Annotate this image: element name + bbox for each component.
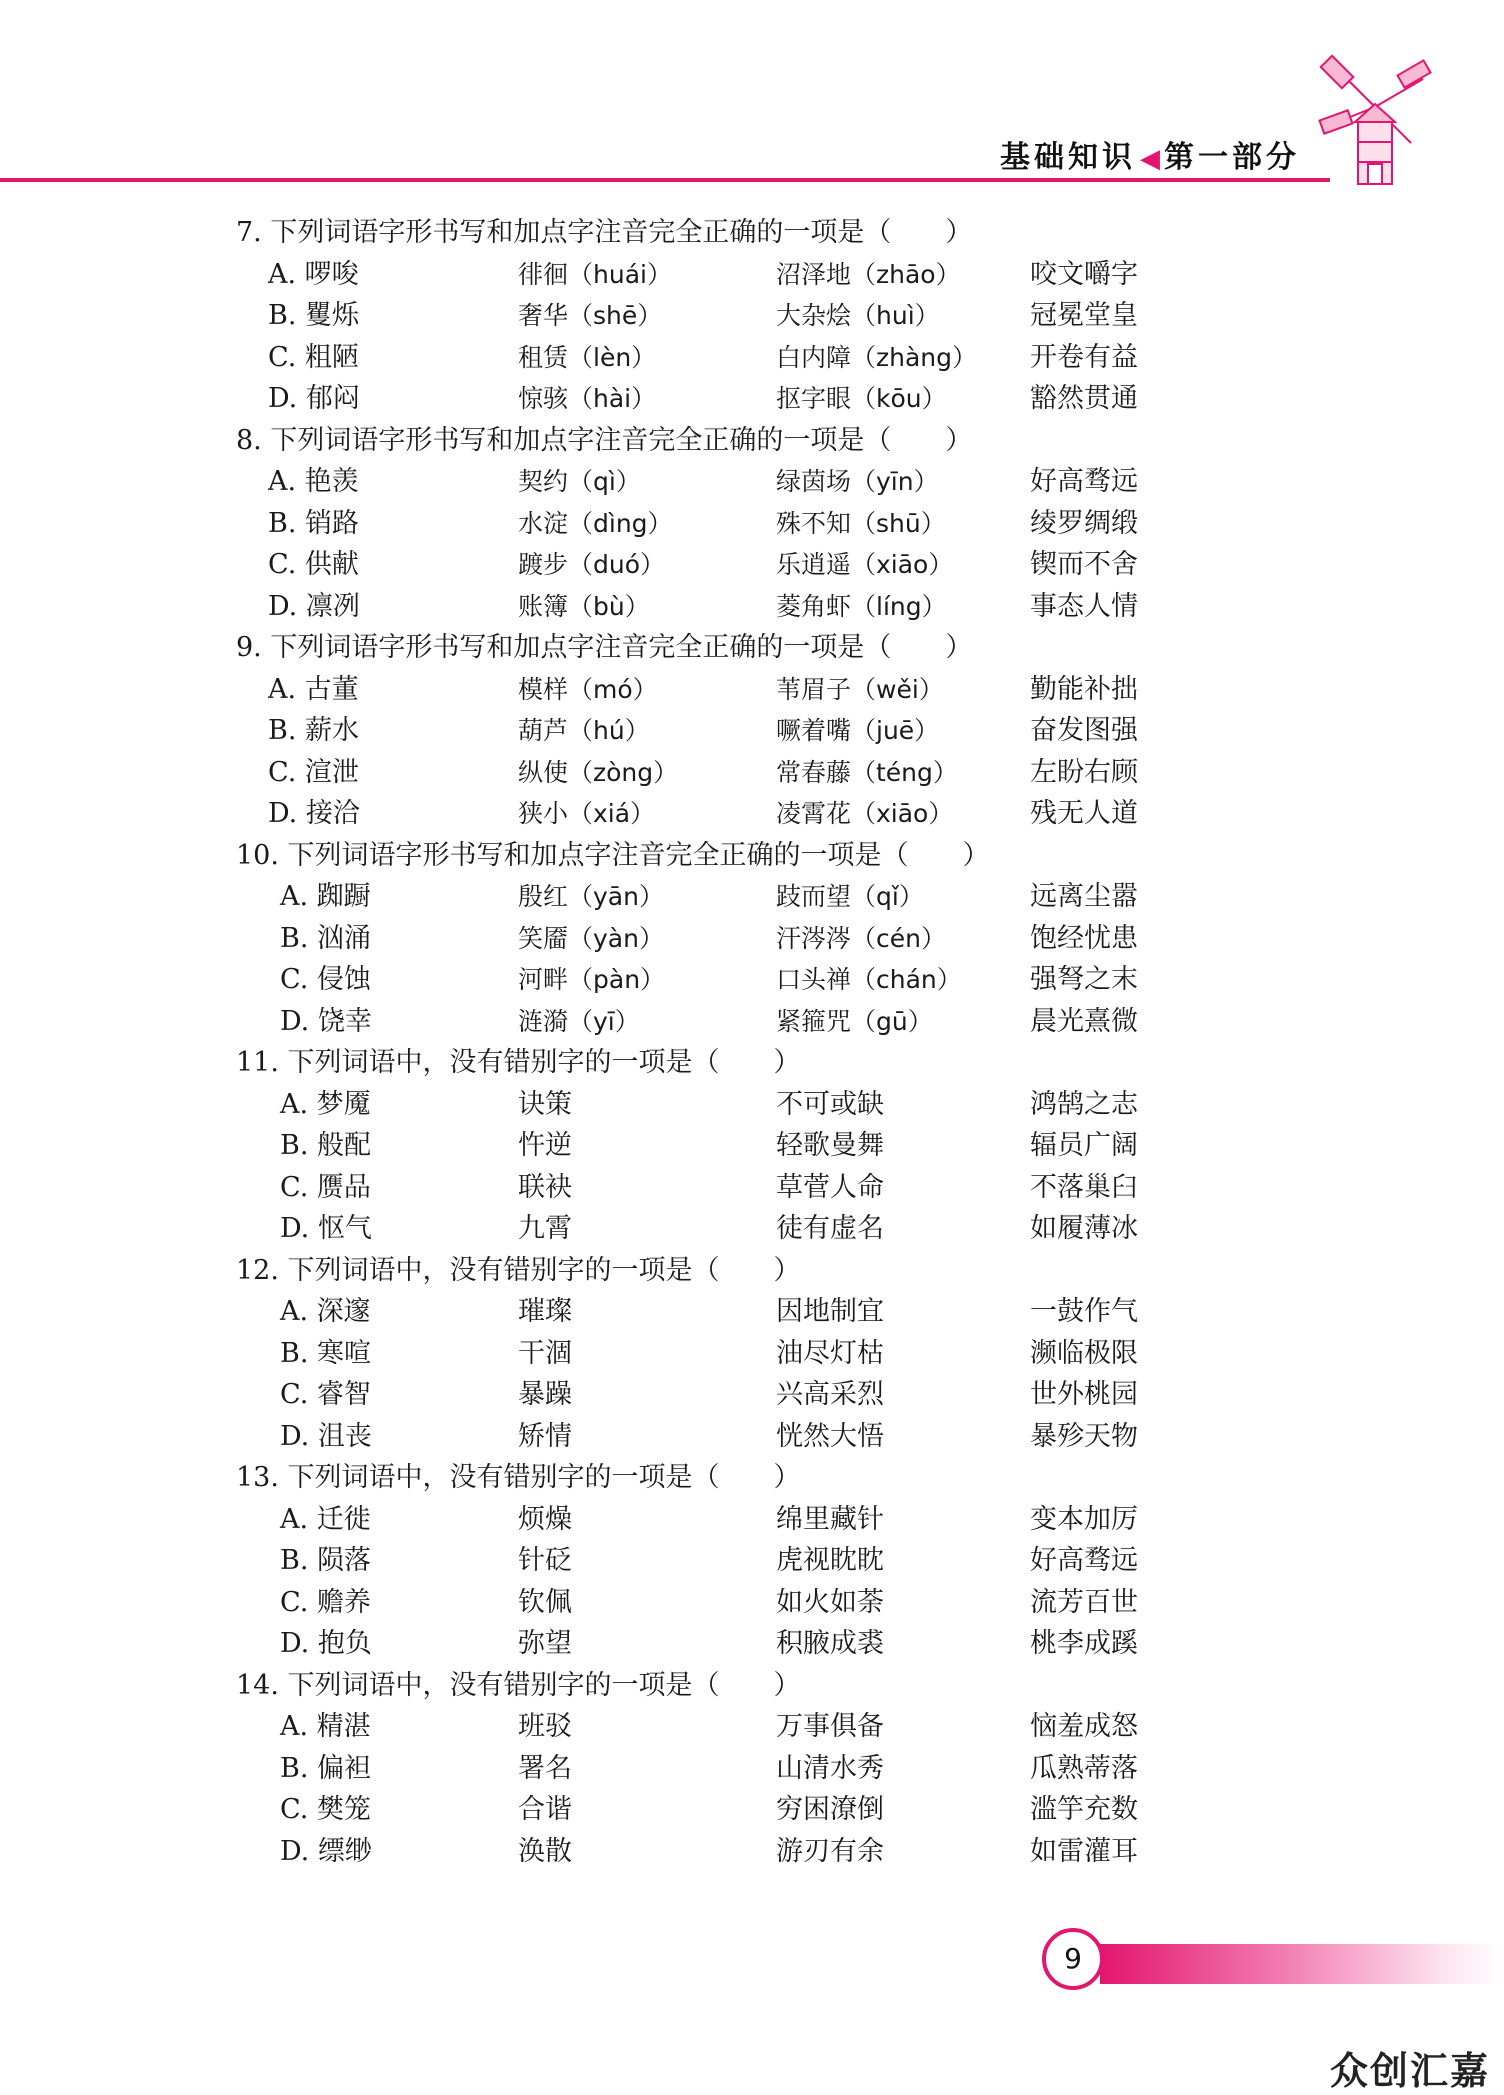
option-row [236, 959, 1296, 1001]
option-row [236, 752, 1296, 794]
option-cell: 草菅人命 [776, 1171, 884, 1203]
option-row [236, 1084, 1296, 1126]
question-stem: 12. 下列词语中，没有错别字的一项是（ ） [236, 1254, 801, 1286]
option-row [236, 1291, 1296, 1333]
option-cell: 涣散 [518, 1835, 572, 1867]
option-cell: 契约（qì） [518, 467, 641, 496]
option-cell: B. 偏袒 [280, 1752, 372, 1784]
option-cell: 河畔（pàn） [518, 965, 666, 994]
option-cell: 惊骇（hài） [518, 384, 657, 413]
option-cell: B. 汹涌 [280, 922, 372, 954]
option-row [236, 710, 1296, 752]
option-cell: 沼泽地（zhāo） [776, 259, 961, 289]
option-cell: 徘徊（huái） [518, 259, 672, 289]
option-cell: 咬文嚼字 [1030, 258, 1138, 290]
option-cell: 变本加厉 [1030, 1503, 1138, 1535]
option-cell: 绫罗绸缎 [1030, 507, 1138, 539]
option-cell: 积腋成裘 [776, 1628, 884, 1659]
option-cell: D. 郁闷 [268, 383, 360, 414]
option-cell: B. 般配 [280, 1130, 372, 1161]
option-cell: 矫情 [518, 1420, 572, 1452]
option-cell: 弥望 [518, 1628, 572, 1659]
option-cell: C. 供献 [268, 549, 359, 580]
option-row [236, 1582, 1296, 1624]
option-cell: 一鼓作气 [1030, 1296, 1138, 1327]
option-cell: D. 沮丧 [280, 1420, 372, 1452]
question-7 [236, 212, 1296, 420]
option-row [236, 503, 1296, 545]
option-cell: 水淀（dìng） [518, 508, 673, 538]
option-cell: 班驳 [518, 1711, 572, 1742]
option-cell: 大杂烩（huì） [776, 301, 940, 330]
page-bar [1100, 1944, 1504, 1984]
question-8 [236, 420, 1296, 628]
option-cell: 不可或缺 [776, 1088, 884, 1120]
question-11 [236, 1042, 1296, 1250]
option-cell: A. 踟蹰 [280, 881, 371, 912]
option-cell: 账簿（bù） [518, 591, 650, 621]
option-row [236, 1167, 1296, 1209]
option-cell: 常春藤（téng） [776, 757, 958, 787]
option-cell: 穷困潦倒 [776, 1794, 884, 1825]
option-cell: 九霄 [518, 1213, 572, 1244]
option-cell: 忤逆 [518, 1130, 572, 1161]
option-cell: 白内障（zhàng） [776, 342, 978, 372]
option-cell: 不落巢臼 [1030, 1171, 1138, 1203]
option-row [236, 1374, 1296, 1416]
option-cell: 勤能补拙 [1030, 673, 1138, 705]
option-cell: 山清水秀 [776, 1752, 884, 1784]
option-cell: 绵里藏针 [776, 1503, 884, 1535]
option-cell: C. 赝品 [280, 1171, 371, 1203]
question-stem: 11. 下列词语中，没有错别字的一项是（ ） [236, 1047, 801, 1078]
option-cell: 暴躁 [518, 1379, 572, 1410]
option-cell: 绿茵场（yīn） [776, 467, 939, 496]
windmill-icon [1310, 52, 1440, 192]
option-cell: 濒临极限 [1030, 1337, 1138, 1369]
watermark: 众创汇嘉 [1330, 2049, 1491, 2093]
option-row [236, 544, 1296, 586]
option-cell: 殷红（yān） [518, 882, 664, 911]
option-cell: 强弩之末 [1030, 964, 1138, 995]
option-cell: 狭小（xiá） [518, 799, 656, 828]
option-cell: 署名 [518, 1752, 572, 1784]
option-cell: 紧箍咒（gū） [776, 1006, 933, 1036]
option-cell: 乐逍遥（xiāo） [776, 550, 954, 579]
option-cell: 滥竽充数 [1030, 1794, 1138, 1825]
option-cell: 口头禅（chán） [776, 965, 962, 994]
option-cell: A. 啰唆 [268, 258, 359, 290]
option-cell: 虎视眈眈 [776, 1545, 884, 1576]
option-row [236, 1831, 1296, 1873]
option-cell: 璀璨 [518, 1296, 572, 1327]
option-cell: D. 抱负 [280, 1628, 372, 1659]
option-row [236, 1208, 1296, 1250]
option-cell: 桃李成蹊 [1030, 1628, 1138, 1659]
question-9 [236, 627, 1296, 835]
option-cell: D. 缥缈 [280, 1835, 372, 1867]
question-list [236, 212, 1296, 1872]
option-cell: 远离尘嚣 [1030, 881, 1138, 912]
option-cell: 模样（mó） [518, 674, 658, 704]
option-cell: A. 梦魇 [280, 1088, 371, 1120]
section-header [1000, 132, 1300, 176]
option-row [236, 254, 1296, 296]
option-cell: 苇眉子（wěi） [776, 674, 944, 704]
option-cell: 殊不知（shū） [776, 508, 946, 538]
option-cell: A. 迁徙 [280, 1503, 371, 1535]
option-cell: D. 凛冽 [268, 590, 360, 622]
option-cell: 冠冕堂皇 [1030, 300, 1138, 331]
question-stem: 9. 下列词语字形书写和加点字注音完全正确的一项是（ ） [236, 632, 973, 663]
option-row [236, 1125, 1296, 1167]
option-cell: A. 深邃 [280, 1296, 371, 1327]
option-row [236, 793, 1296, 835]
option-cell: 针砭 [518, 1545, 572, 1576]
option-cell: 菱角虾（líng） [776, 591, 947, 621]
option-row [236, 378, 1296, 420]
option-cell: A. 古董 [268, 673, 359, 705]
option-cell: 抠字眼（kōu） [776, 384, 947, 413]
option-cell: 恼羞成怒 [1030, 1711, 1138, 1742]
option-cell: 干涸 [518, 1337, 572, 1369]
option-cell: 世外桃园 [1030, 1379, 1138, 1410]
option-cell: A. 精湛 [280, 1711, 371, 1742]
header-part1: 基础知识 [1000, 140, 1136, 175]
option-cell: D. 接洽 [268, 798, 360, 829]
option-cell: 轻歌曼舞 [776, 1130, 884, 1161]
option-cell: 事态人情 [1030, 590, 1138, 622]
option-cell: 因地制宜 [776, 1296, 884, 1327]
option-cell: 辐员广阔 [1030, 1130, 1138, 1161]
option-cell: 好高骛远 [1030, 1545, 1138, 1576]
option-row [236, 295, 1296, 337]
option-cell: 奋发图强 [1030, 715, 1138, 746]
option-cell: 噘着嘴（juē） [776, 716, 940, 745]
option-cell: 游刃有余 [776, 1835, 884, 1867]
option-cell: 葫芦（hú） [518, 716, 650, 745]
option-cell: 开卷有益 [1030, 341, 1138, 373]
question-stem: 14. 下列词语中，没有错别字的一项是（ ） [236, 1669, 801, 1701]
option-cell: 踱步（duó） [518, 550, 666, 579]
option-row [236, 1499, 1296, 1541]
option-row [236, 337, 1296, 379]
option-cell: 油尽灯枯 [776, 1337, 884, 1369]
option-cell: B. 矍烁 [268, 300, 360, 331]
option-row [236, 918, 1296, 960]
header-rule [0, 178, 1330, 182]
option-cell: 豁然贯通 [1030, 383, 1138, 414]
option-cell: 瓜熟蒂落 [1030, 1752, 1138, 1784]
option-cell: B. 薪水 [268, 715, 360, 746]
option-row [236, 1623, 1296, 1665]
option-cell: C. 樊笼 [280, 1794, 371, 1825]
option-cell: 锲而不舍 [1030, 549, 1138, 580]
option-cell: B. 寒喧 [280, 1337, 372, 1369]
option-cell: 暴殄天物 [1030, 1420, 1138, 1452]
option-cell: C. 侵蚀 [280, 964, 371, 995]
option-cell: 纵使（zòng） [518, 757, 679, 787]
option-row [236, 876, 1296, 918]
question-stem: 13. 下列词语中，没有错别字的一项是（ ） [236, 1462, 801, 1493]
option-cell: B. 陨落 [280, 1545, 372, 1576]
option-row [236, 1416, 1296, 1458]
option-cell: B. 销路 [268, 507, 360, 539]
option-cell: 汗涔涔（cén） [776, 923, 946, 953]
option-row [236, 1789, 1296, 1831]
page-number: 9 [1042, 1928, 1104, 1990]
question-10 [236, 835, 1296, 1043]
option-cell: 奢华（shē） [518, 301, 663, 330]
option-cell: C. 赡养 [280, 1586, 371, 1618]
question-stem: 7. 下列词语字形书写和加点字注音完全正确的一项是（ ） [236, 217, 973, 248]
option-row [236, 1706, 1296, 1748]
option-cell: C. 渲泄 [268, 756, 359, 788]
option-cell: 如火如荼 [776, 1586, 884, 1618]
question-13 [236, 1457, 1296, 1665]
option-cell: 万事俱备 [776, 1711, 884, 1742]
question-stem: 8. 下列词语字形书写和加点字注音完全正确的一项是（ ） [236, 424, 973, 456]
option-cell: 联袂 [518, 1171, 572, 1203]
header-part2: 第一部分 [1164, 140, 1300, 175]
option-cell: 笑靥（yàn） [518, 923, 664, 953]
option-cell: D. 怄气 [280, 1213, 372, 1244]
option-cell: 涟漪（yī） [518, 1006, 640, 1036]
option-cell: 恍然大悟 [776, 1420, 884, 1452]
option-cell: 如履薄冰 [1030, 1213, 1138, 1244]
option-cell: 凌霄花（xiāo） [776, 799, 954, 828]
option-cell: A. 艳羡 [268, 466, 359, 497]
option-cell: 烦燥 [518, 1503, 572, 1535]
option-cell: C. 睿智 [280, 1379, 371, 1410]
page-number-badge [1040, 1928, 1504, 1998]
option-cell: 租赁（lèn） [518, 342, 657, 372]
option-row [236, 1333, 1296, 1375]
option-cell: 残无人道 [1030, 798, 1138, 829]
option-cell: 好高骛远 [1030, 466, 1138, 497]
option-cell: 流芳百世 [1030, 1586, 1138, 1618]
option-cell: 诀策 [518, 1088, 572, 1120]
option-cell: 徒有虚名 [776, 1213, 884, 1244]
option-cell: D. 饶幸 [280, 1005, 372, 1037]
option-row [236, 586, 1296, 628]
option-row [236, 1748, 1296, 1790]
question-14 [236, 1665, 1296, 1873]
option-cell: 跂而望（qǐ） [776, 882, 924, 911]
question-stem: 10. 下列词语字形书写和加点字注音完全正确的一项是（ ） [236, 839, 990, 871]
option-row [236, 669, 1296, 711]
option-cell: 鸿鹄之志 [1030, 1088, 1138, 1120]
option-cell: C. 粗陋 [268, 341, 359, 373]
option-cell: 兴高采烈 [776, 1379, 884, 1410]
option-cell: 合谐 [518, 1794, 572, 1825]
option-cell: 如雷灌耳 [1030, 1835, 1138, 1867]
option-row [236, 1540, 1296, 1582]
option-row [236, 1001, 1296, 1043]
option-cell: 饱经忧患 [1030, 922, 1138, 954]
option-row [236, 461, 1296, 503]
option-cell: 晨光熹微 [1030, 1005, 1138, 1037]
triangle-arrow-icon: ◀ [1140, 144, 1160, 174]
option-cell: 钦佩 [518, 1586, 572, 1618]
question-12 [236, 1250, 1296, 1458]
option-cell: 左盼右顾 [1030, 756, 1138, 788]
